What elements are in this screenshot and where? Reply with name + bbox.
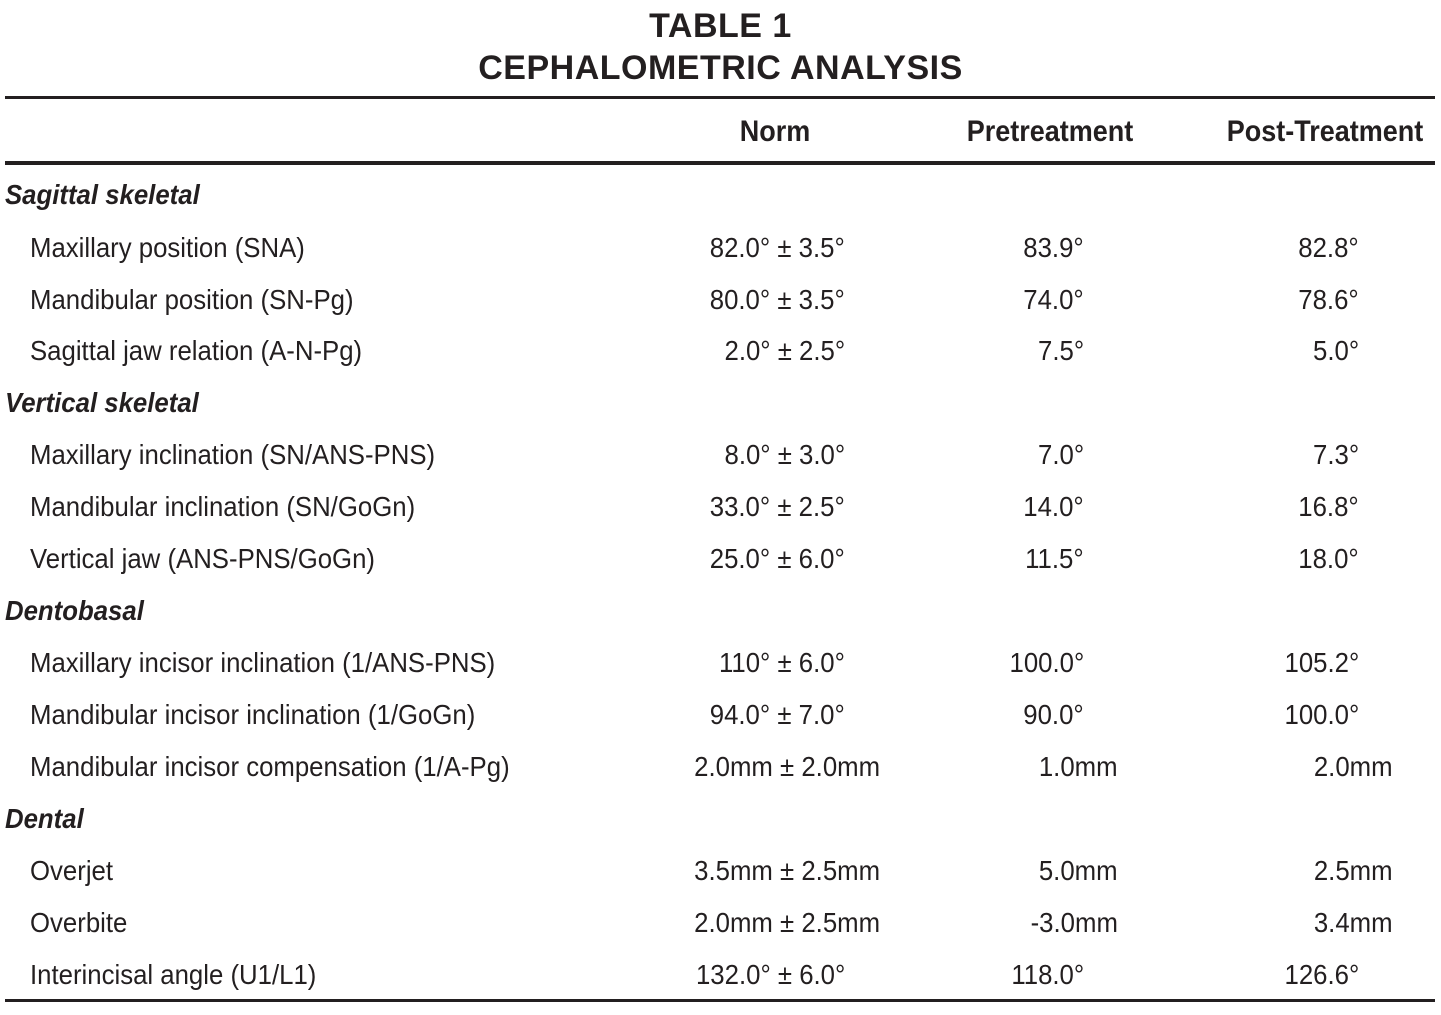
norm-value: 132.0° ± 6.0° xyxy=(695,959,845,990)
top-rule xyxy=(5,96,1435,99)
row-label: Vertical jaw (ANS-PNS/GoGn) xyxy=(30,543,375,574)
post-treatment-value: 2.0mm xyxy=(1314,751,1393,782)
section-heading: Dental xyxy=(5,803,84,834)
row-label: Maxillary position (SNA) xyxy=(30,232,305,263)
table-row xyxy=(0,226,1441,270)
column-header-post-treatment: Post-Treatment xyxy=(1226,115,1424,148)
row-label: Maxillary incisor inclination (1/ANS-PNS) xyxy=(30,647,496,678)
section-heading: Sagittal skeletal xyxy=(5,179,200,210)
row-label: Mandibular inclination (SN/GoGn) xyxy=(30,491,416,522)
table-row xyxy=(0,278,1441,322)
row-label: Mandibular incisor inclination (1/GoGn) xyxy=(30,699,476,730)
post-treatment-value: 105.2° xyxy=(1284,647,1359,678)
post-treatment-value: 16.8° xyxy=(1298,491,1359,522)
table-row xyxy=(0,693,1441,737)
norm-value: 80.0° ± 3.5° xyxy=(709,284,845,315)
row-label: Mandibular position (SN-Pg) xyxy=(30,284,354,315)
row-label: Interincisal angle (U1/L1) xyxy=(30,959,317,990)
row-label: Overjet xyxy=(30,855,114,886)
norm-value: 2.0mm ± 2.0mm xyxy=(694,751,880,782)
row-label: Sagittal jaw relation (A-N-Pg) xyxy=(30,335,363,366)
pretreatment-value: 7.0° xyxy=(1037,439,1084,470)
pretreatment-value: 1.0mm xyxy=(1039,751,1118,782)
norm-value: 8.0° ± 3.0° xyxy=(724,439,845,470)
table-title: TABLE 1 xyxy=(649,7,792,45)
pretreatment-value: 100.0° xyxy=(1009,647,1084,678)
post-treatment-value: 3.4mm xyxy=(1314,907,1393,938)
norm-value: 110° ± 6.0° xyxy=(719,647,845,678)
pretreatment-value: 5.0mm xyxy=(1039,855,1118,886)
section-heading: Dentobasal xyxy=(5,595,144,626)
pretreatment-value: 90.0° xyxy=(1023,699,1084,730)
pretreatment-value: 7.5° xyxy=(1037,335,1084,366)
row-label: Mandibular incisor compensation (1/A-Pg) xyxy=(30,751,510,782)
pretreatment-value: 83.9° xyxy=(1023,232,1084,263)
row-label: Maxillary inclination (SN/ANS-PNS) xyxy=(30,439,436,470)
header-rule xyxy=(5,161,1435,165)
row-label: Overbite xyxy=(30,907,128,938)
post-treatment-value: 7.3° xyxy=(1312,439,1359,470)
post-treatment-value: 78.6° xyxy=(1298,284,1359,315)
norm-value: 82.0° ± 3.5° xyxy=(709,232,845,263)
norm-value: 3.5mm ± 2.5mm xyxy=(694,855,880,886)
post-treatment-value: 126.6° xyxy=(1284,959,1359,990)
table-row xyxy=(0,485,1441,529)
pretreatment-value: 11.5° xyxy=(1025,543,1084,574)
table-row xyxy=(0,433,1441,477)
section-heading: Vertical skeletal xyxy=(5,387,199,418)
norm-value: 33.0° ± 2.5° xyxy=(709,491,845,522)
pretreatment-value: 14.0° xyxy=(1023,491,1084,522)
norm-value: 25.0° ± 6.0° xyxy=(709,543,845,574)
table-row xyxy=(0,537,1441,581)
table-row xyxy=(0,745,1441,789)
norm-value: 2.0° ± 2.5° xyxy=(724,335,845,366)
post-treatment-value: 5.0° xyxy=(1312,335,1359,366)
post-treatment-value: 18.0° xyxy=(1298,543,1359,574)
post-treatment-value: 100.0° xyxy=(1284,699,1359,730)
pretreatment-value: 74.0° xyxy=(1023,284,1084,315)
norm-value: 2.0mm ± 2.5mm xyxy=(694,907,880,938)
norm-value: 94.0° ± 7.0° xyxy=(709,699,845,730)
table-row xyxy=(0,901,1441,945)
column-header-norm: Norm xyxy=(739,115,811,148)
table-row xyxy=(0,849,1441,893)
table-subtitle: CEPHALOMETRIC ANALYSIS xyxy=(478,49,963,87)
pretreatment-value: 118.0° xyxy=(1011,959,1084,990)
table-row xyxy=(0,329,1441,373)
pretreatment-value: -3.0mm xyxy=(1030,907,1118,938)
post-treatment-value: 2.5mm xyxy=(1314,855,1393,886)
table-row xyxy=(0,953,1441,997)
column-header-pretreatment: Pretreatment xyxy=(966,115,1134,148)
bottom-rule xyxy=(5,999,1435,1002)
post-treatment-value: 82.8° xyxy=(1298,232,1359,263)
table-row xyxy=(0,641,1441,685)
